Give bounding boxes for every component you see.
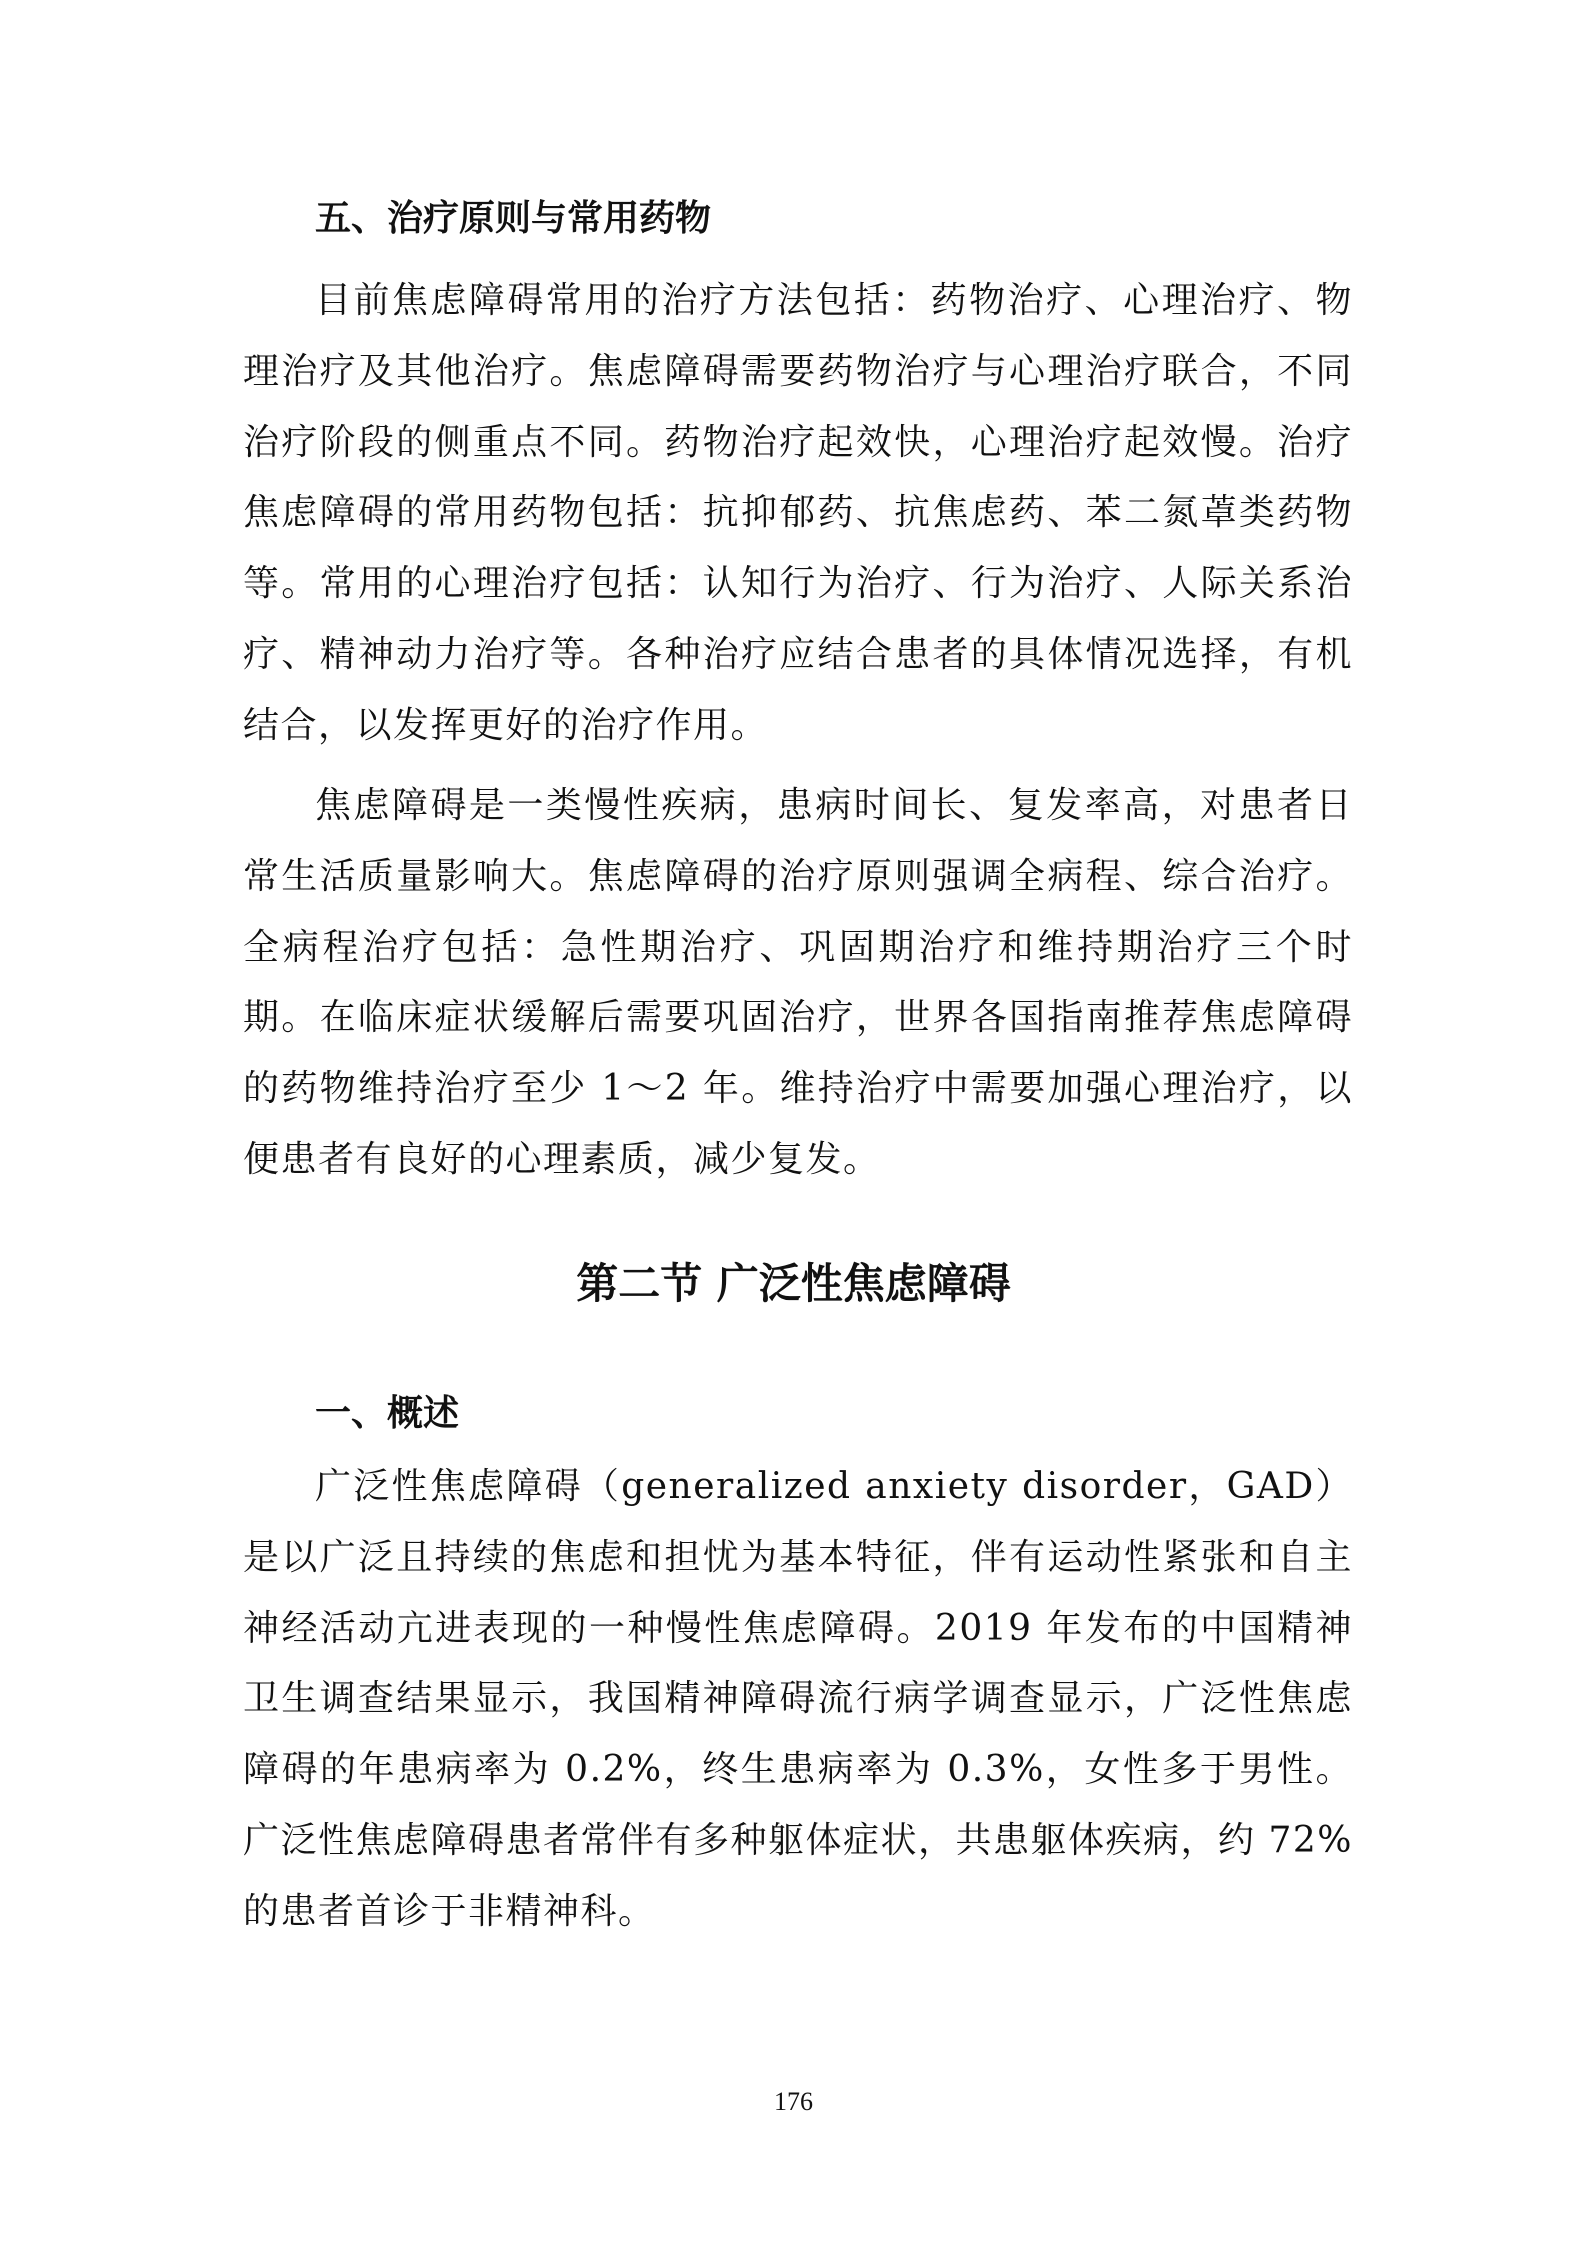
paragraph-treatment-principles: 焦虑障碍是一类慢性疾病，患病时间长、复发率高，对患者日常生活质量影响大。焦虑障碍的治疗原则强调全病程、综合治疗。全病程治疗包括：急性期治疗、巩固期治疗和维持期治疗三个时期。在临床症状缓解后需要巩固治疗，世界各国指南推荐焦虑障碍的药物维持治疗至少 1～2 年。维持治疗中需要加强心理治疗，以便患者有良好的心理素质，减少复发。 [243, 785, 1353, 1180]
section-title: 第二节 广泛性焦虑障碍 [576, 1259, 1011, 1308]
subsection-heading-overview: 一、概述 [315, 1393, 460, 1434]
paragraph-treatment-methods: 目前焦虑障碍常用的治疗方法包括：药物治疗、心理治疗、物理治疗及其他治疗。焦虑障碍需要药物治疗与心理治疗联合，不同治疗阶段的侧重点不同。药物治疗起效快，心理治疗起效慢。治疗焦虑障碍的常用药物包括：抗抑郁药、抗焦虑药、苯二氮䓬类药物等。常用的心理治疗包括：认知行为治疗、行为治疗、人际关系治疗、精神动力治疗等。各种治疗应结合患者的具体情况选择，有机结合，以发挥更好的治疗作用。 [243, 280, 1353, 746]
subsection-heading-treatment: 五、治疗原则与常用药物 [315, 198, 712, 239]
paragraph-gad-overview: 广泛性焦虑障碍（generalized anxiety disorder，GAD）是以广泛且持续的焦虑和担忧为基本特征，伴有运动性紧张和自主神经活动亢进表现的一种慢性焦虑障碍。2019 年发布的中国精神卫生调查结果显示，我国精神障碍流行病学调查显示，广泛性焦虑障碍的年患病率为 0.2%，终生患病率为 0.3%，女性多于男性。广泛性焦虑障碍患者常伴有多种躯体症状，共患躯体疾病，约 72%的患者首诊于非精神科。 [243, 1466, 1353, 1932]
page-number: 176 [774, 2087, 813, 2116]
